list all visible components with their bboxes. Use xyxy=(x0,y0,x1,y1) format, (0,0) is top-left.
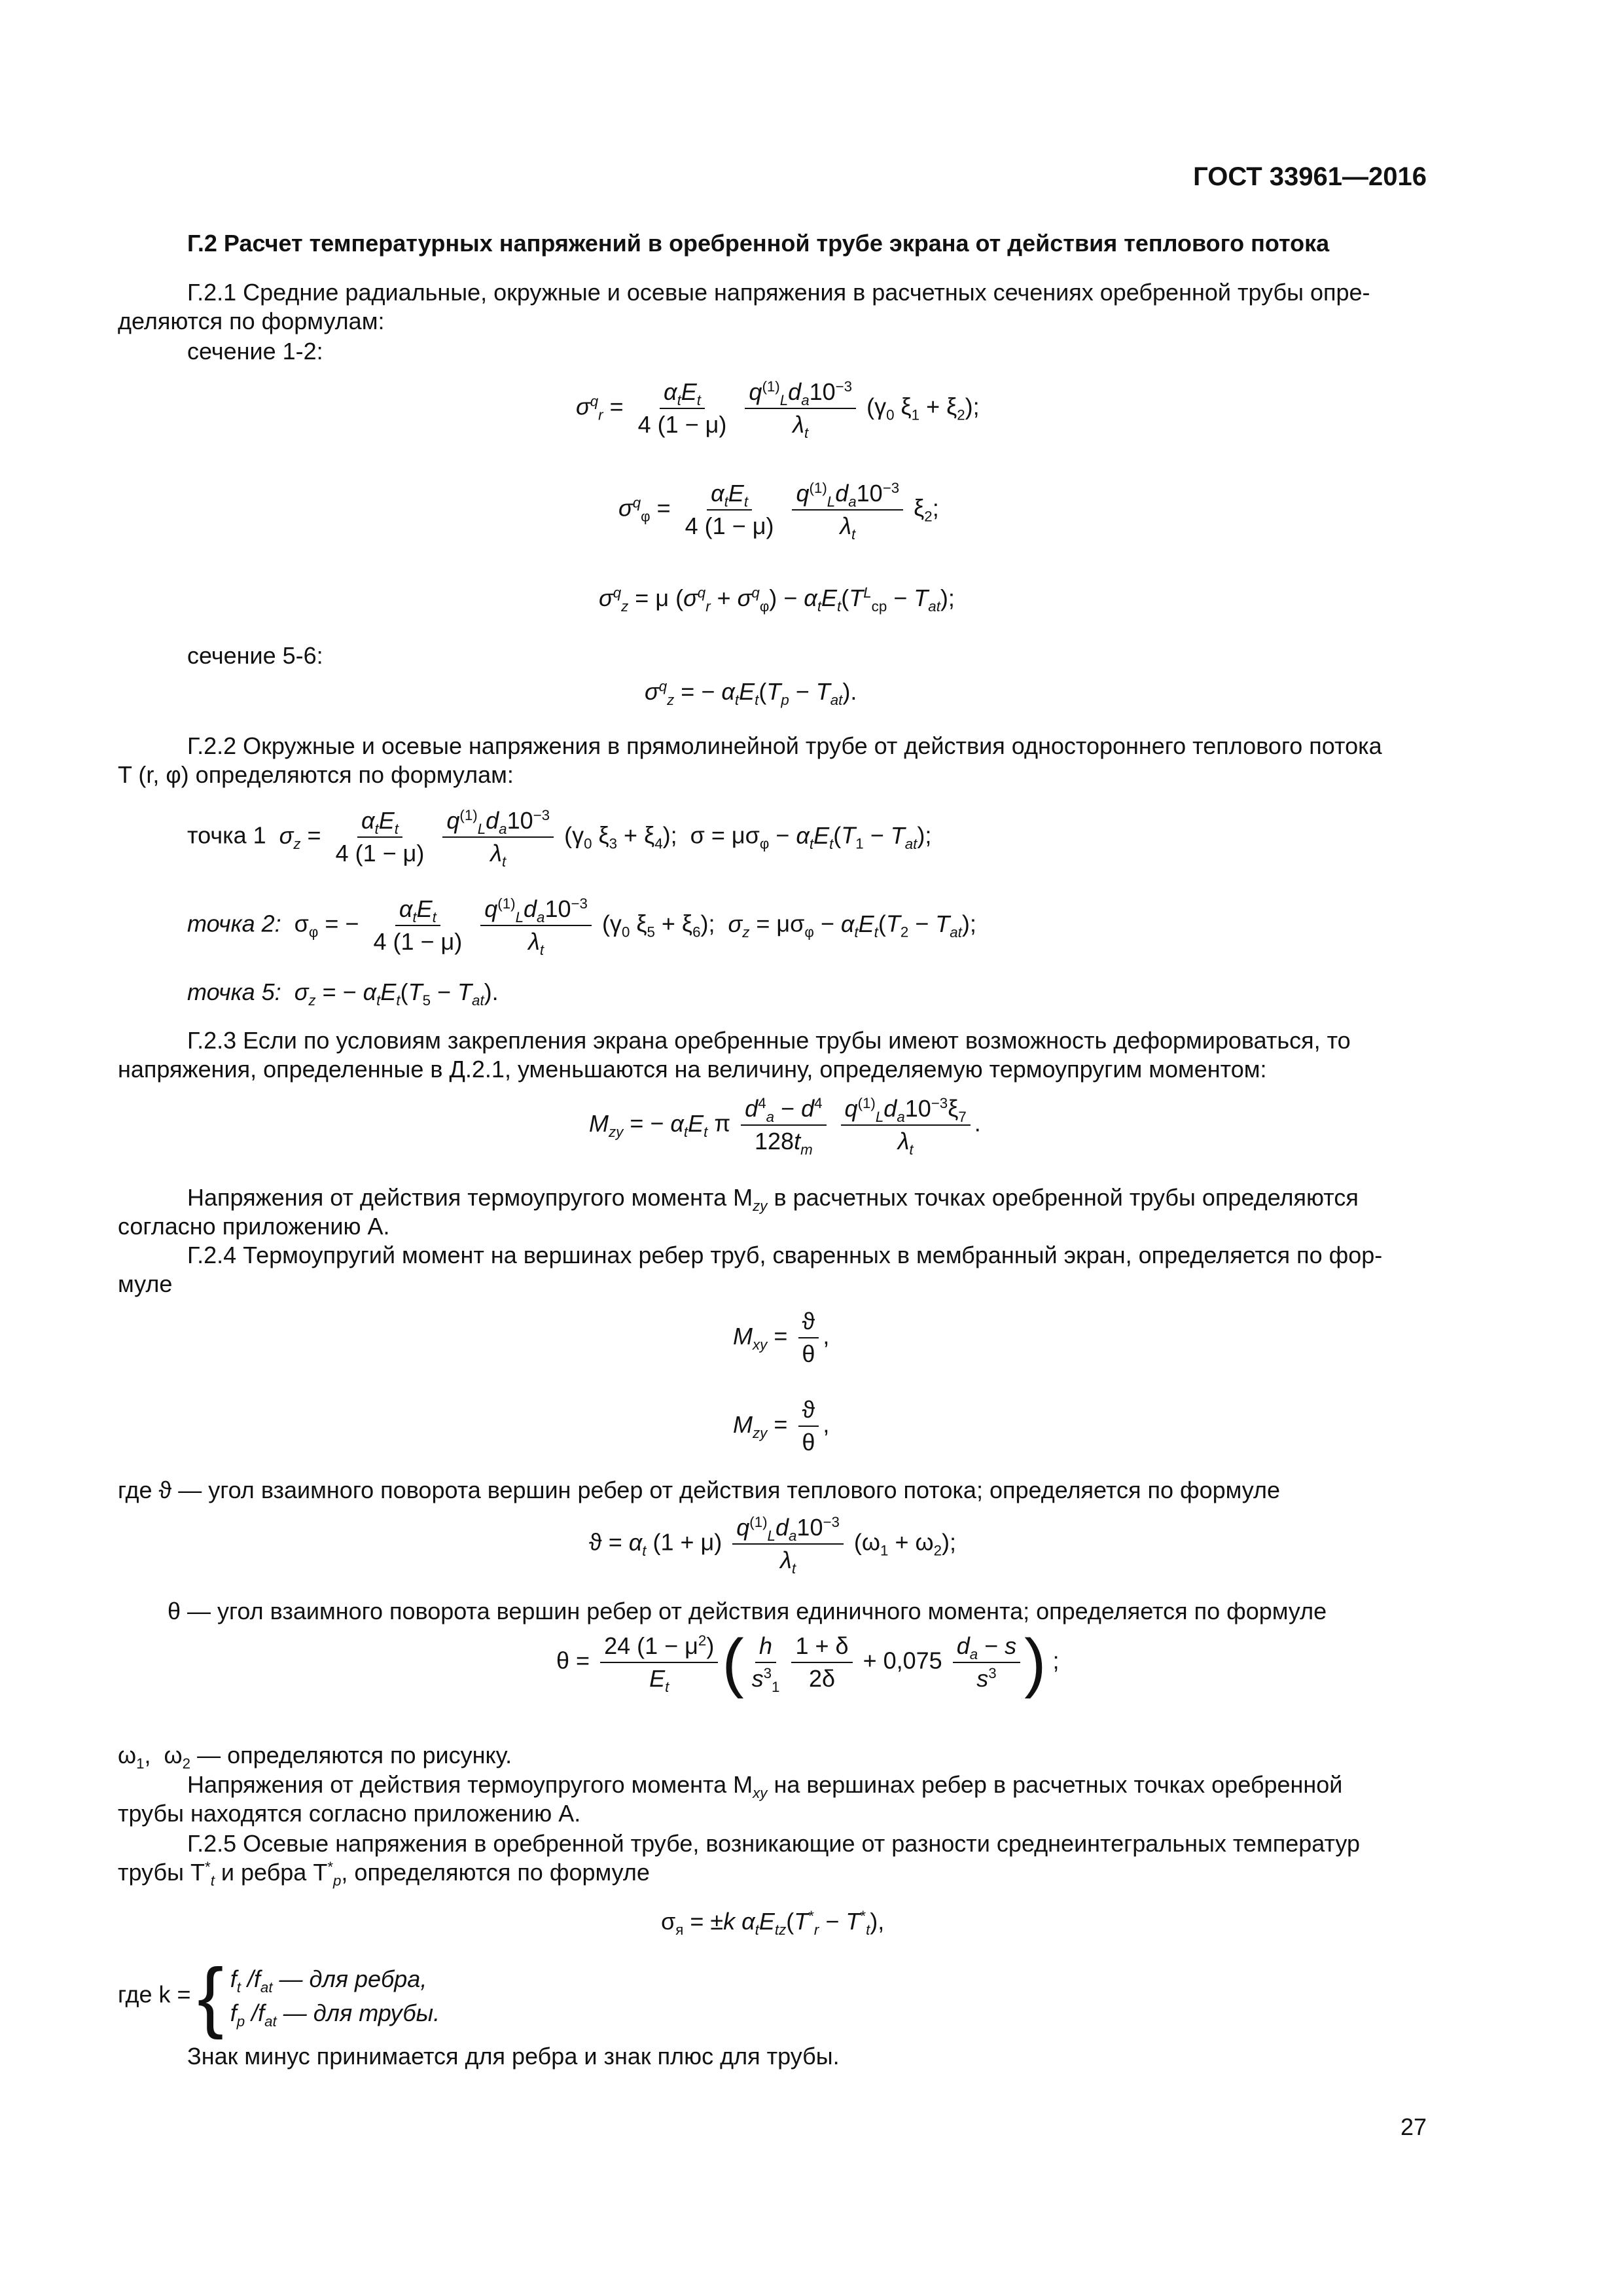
paragraph-g25-line1: Г.2.5 Осевые напряжения в оребренной трубе, возникающие от разности среднеинтегральных температур xyxy=(187,1830,1360,1857)
paragraph-mxy-line2: трубы находятся согласно приложению А. xyxy=(118,1800,581,1827)
paragraph-p4-line1: Напряжения от действия термоупругого момента $M_{zy}$ в расчетных точках оребренной трубы определяются xyxy=(187,1184,1359,1215)
section-label-5-6: сечение 5-6: xyxy=(187,642,323,669)
formula-sigma-axial: $\sigma_я = \pm k$ $\alpha_tE_{tz}(T^*_r - T^*_t)$, xyxy=(661,1908,885,1939)
formula-sigma-r: $\sigma^q_r$ = $\frac{\alpha_tE_t}{4 (1 - \mu)}$ $\frac{q^{(1)}_Ld_a10^{-3}}{\lambda_t}$ ($\gamma_0$ $\xi_1 + \xi_2$); xyxy=(576,376,980,440)
paragraph-g23-line1: Г.2.3 Если по условиям закрепления экрана оребренные трубы имеют возможность деформироваться, то xyxy=(187,1027,1351,1054)
theta-definition-line: θ — угол взаимного поворота вершин ребер от действия единичного момента; определяется по формуле xyxy=(168,1598,1327,1624)
point-1-label: точка 1 xyxy=(187,821,266,849)
paragraph-g23-line2: напряжения, определенные в Д.2.1, уменьшаются на величину, определяемую термоупругим моментом: xyxy=(118,1056,1267,1083)
point-5-label: точка 5: xyxy=(187,978,281,1005)
point-2-label: точка 2: xyxy=(187,910,281,937)
formula-point-1: точка 1 $\sigma_z$ = $\frac{\alpha_tE_t}{4 (1 - \mu)}$ $\frac{q^{(1)}_Ld_a10^{-3}}{\lambda_t}$ ($\gamma_0$ $\xi_3 + \xi_4$); $\sigma = \mu\sigma_\varphi - \alpha_tE_t(T_1 - T_{at})$; xyxy=(187,805,931,869)
standard-number: ГОСТ 33961—2016 xyxy=(1193,162,1427,191)
omega-line: $\omega_1$, $\omega_2$ — определяются по рисунку. xyxy=(118,1742,512,1772)
paragraph-g21-line2: деляются по формулам: xyxy=(118,308,385,334)
formula-sigma-z-5-6: $\sigma^q_z$ = − $\alpha_tE_t(T_p - T_{at})$. xyxy=(645,678,857,709)
formula-theta-rotation: $ϑ = \alpha_t$ (1 + μ) $\frac{q^{(1)}_Ld_a10^{-3}}{\lambda_t}$ $(\omega_1 + \omega_2)$; xyxy=(589,1512,956,1576)
formula-theta-unit: θ = $\frac{24 (1 - \mu^2)}{E_t}$ ( $\frac{h}{s^3_1}$ $\frac{1 + \delta}{2\delta}$ + 0,075 $\frac{d_a - s}{s^3}$ ) ; xyxy=(556,1626,1060,1699)
where-theta-line: где ϑ — угол взаимного поворота вершин ребер от действия теплового потока; определяется по формуле xyxy=(118,1477,1281,1503)
paragraph-g24-line2: муле xyxy=(118,1270,173,1297)
section-heading: Г.2 Расчет температурных напряжений в оребренной трубе экрана от действия теплового потока xyxy=(187,230,1330,257)
formula-point-2: точка 2: $\sigma_\varphi$ = − $\frac{\alpha_tE_t}{4 (1 - \mu)}$ $\frac{q^{(1)}_Ld_a10^{-3}}{\lambda_t}$ ($\gamma_0$ $\xi_5 + \xi_6$); $\sigma_z = \mu\sigma_\varphi - \alpha_tE_t(T_2 - T_{at})$; xyxy=(187,893,976,958)
paragraph-g21-line1: Г.2.1 Средние радиальные, окружные и осевые напряжения в расчетных сечениях оребренной трубы опре- xyxy=(187,279,1370,306)
page-number: 27 xyxy=(1400,2113,1427,2140)
sign-note: Знак минус принимается для ребра и знак плюс для трубы. xyxy=(187,2043,840,2070)
formula-m-xy: $M_{xy}$ = $\frac{ϑ}{\theta}$ , xyxy=(733,1306,829,1370)
paragraph-g24-line1: Г.2.4 Термоупругий момент на вершинах ребер труб, сваренных в мембранный экран, определяется по фор- xyxy=(187,1242,1383,1268)
paragraph-g22-line2: T (r, φ) определяются по формулам: xyxy=(118,761,514,788)
section-label-1-2: сечение 1-2: xyxy=(187,338,323,365)
formula-m-zy: $M_{zy}$ = − $\alpha_tE_t$ π $\frac{d^4_a - d^4}{128t_m}$ $\frac{q^{(1)}_Ld_a10^{-3}\xi_7}{\lambda_t}$ . xyxy=(589,1093,981,1157)
formula-m-zy-ratio: $M_{zy}$ = $\frac{ϑ}{\theta}$ , xyxy=(733,1394,829,1458)
formula-point-5: точка 5: $\sigma_z$ = − $\alpha_tE_t(T_5 - T_{at})$. xyxy=(187,978,499,1009)
formula-sigma-phi: $\sigma^q_\varphi$ = $\frac{\alpha_tE_t}{4 (1 - \mu)}$ $\frac{q^{(1)}_Ld_a10^{-3}}{\lambda_t}$ $\xi_2$; xyxy=(618,478,939,542)
paragraph-g22-line1: Г.2.2 Окружные и осевые напряжения в прямолинейной трубе от действия одностороннего теплового потока xyxy=(187,732,1382,759)
paragraph-p4-line2: согласно приложению А. xyxy=(118,1213,390,1240)
paragraph-g25-line2: трубы $T^*_t$ и ребра $T^*_p$, определяются по формуле xyxy=(118,1859,650,1890)
paragraph-mxy-line1: Напряжения от действия термоупругого момента $M_{xy}$ на вершинах ребер в расчетных точках оребренной xyxy=(187,1771,1343,1802)
k-definition: где k = { $f_t$ $/f_{at}$ — для ребра, $f_p$ $/f_{at}$ — для трубы. xyxy=(118,1952,440,2040)
formula-sigma-z: $\sigma^q_z = \mu$ $(\sigma^q_r + \sigma^q_\varphi) - \alpha_tE_t(T^L_{ср} - T_{at})$; xyxy=(599,584,955,615)
